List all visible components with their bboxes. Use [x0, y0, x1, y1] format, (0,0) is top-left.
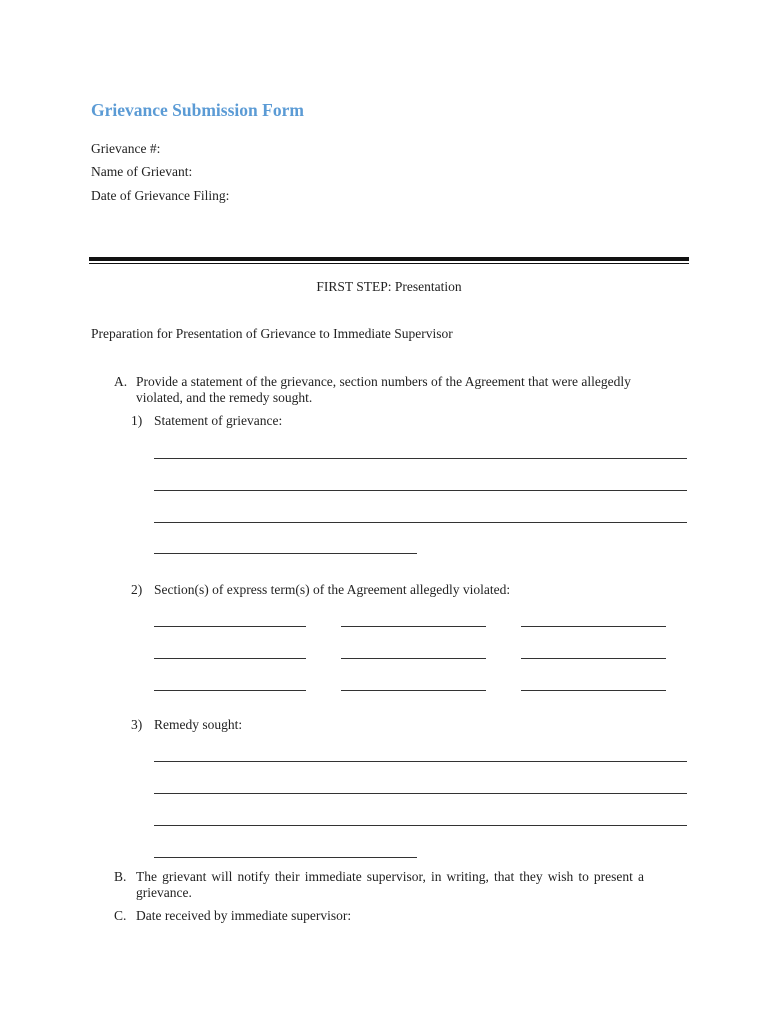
- item-c-marker: C.: [114, 908, 127, 923]
- section-line-r1-c2[interactable]: [341, 626, 486, 627]
- item-b-marker: B.: [114, 869, 127, 884]
- section-line-r2-c1[interactable]: [154, 658, 306, 659]
- sections-violated-label: Section(s) of express term(s) of the Agreement allegedly violated:: [154, 582, 511, 597]
- item-a-text: Provide a statement of the grievance, section numbers of the Agreement that were allegedly violated, and the remedy sought.: [136, 374, 631, 405]
- section-line-r3-c2[interactable]: [341, 690, 486, 691]
- first-step-subheading: Preparation for Presentation of Grievance to Immediate Supervisor: [91, 326, 453, 341]
- section-line-r1-c1[interactable]: [154, 626, 306, 627]
- grievance-number-label: Grievance #:: [91, 141, 161, 156]
- section-line-r1-c3[interactable]: [521, 626, 666, 627]
- section-divider-thick: [89, 257, 689, 261]
- remedy-line-1[interactable]: [154, 761, 687, 762]
- remedy-line-4[interactable]: [154, 857, 417, 858]
- sub-item-3-marker: 3): [131, 717, 143, 732]
- filing-date-label: Date of Grievance Filing:: [91, 188, 230, 203]
- remedy-line-3[interactable]: [154, 825, 687, 826]
- statement-of-grievance-label: Statement of grievance:: [154, 413, 283, 428]
- statement-line-2[interactable]: [154, 490, 687, 491]
- grievant-name-label: Name of Grievant:: [91, 164, 193, 179]
- statement-line-4[interactable]: [154, 553, 417, 554]
- section-line-r2-c2[interactable]: [341, 658, 486, 659]
- remedy-sought-label: Remedy sought:: [154, 717, 243, 732]
- section-line-r3-c3[interactable]: [521, 690, 666, 691]
- section-line-r2-c3[interactable]: [521, 658, 666, 659]
- first-step-heading: FIRST STEP: Presentation: [316, 279, 462, 294]
- sub-item-1-marker: 1): [131, 413, 143, 428]
- remedy-line-2[interactable]: [154, 793, 687, 794]
- item-b-text: The grievant will notify their immediate supervisor, in writing, that they wish to present a grievance.: [136, 869, 644, 900]
- sub-item-2-marker: 2): [131, 582, 143, 597]
- statement-line-3[interactable]: [154, 522, 687, 523]
- item-c-text: Date received by immediate supervisor:: [136, 908, 352, 923]
- form-title: Grievance Submission Form: [91, 100, 304, 120]
- section-line-r3-c1[interactable]: [154, 690, 306, 691]
- statement-line-1[interactable]: [154, 458, 687, 459]
- item-a-marker: A.: [114, 374, 128, 389]
- section-divider-thin: [89, 263, 689, 264]
